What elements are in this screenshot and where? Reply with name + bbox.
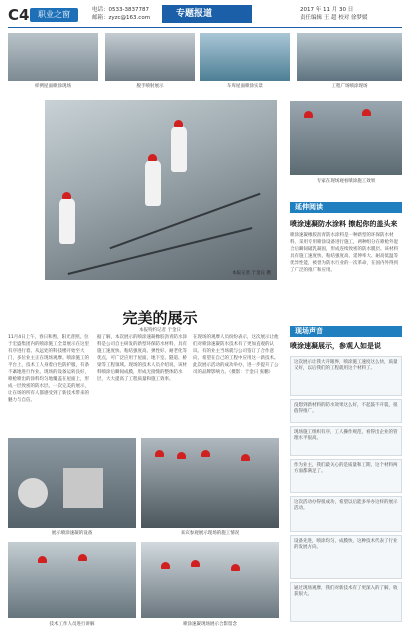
- article-column-2: 据了解，本次展示的喷涂速凝橡胶沥青防水涂料是公司自主研发的新型环保防水材料，具有施工速度快、粘结强度高、弹性好、耐老化等优点，可广泛应用于屋面、地下室、隧道、桥梁等工程领域。现场的技术人员介绍说，该材料喷涂后瞬间成膜，形成无接缝的整体防水层，大大提高了工程质量和施工效率。: [97, 335, 187, 382]
- quote-box: 作为业主，我们最关心的是质量和工期，这个材料两方面都满足了。: [290, 459, 402, 493]
- photo-caption: 脱手喷射展示: [136, 84, 164, 89]
- helmet: [62, 192, 71, 199]
- worker-figure: [145, 160, 161, 206]
- hose: [68, 227, 253, 275]
- quote-box: 没想到新材料的防水效果这么好，不起鼓不开裂，很值得推广。: [290, 399, 402, 423]
- photo-caption: 工程广场喷涂现场: [331, 84, 368, 89]
- photo-bottom-1: [8, 438, 136, 528]
- helmet: [177, 452, 186, 459]
- voice-section-title: 现场声音: [295, 327, 323, 335]
- photo-bottom-4: [141, 542, 279, 618]
- article-column-3: 在现场的观摩人员纷纷表示，这次展示让他们对喷涂速凝防水技术有了更加直观的认识。有的业主当场就与公司签订了合作意向，希望在自己的工程中应用这一新技术。此次展示活动的成功举办，进一步提升了公司的品牌影响力。（摄影：于金日 张鹏）: [193, 335, 279, 375]
- hose: [109, 193, 260, 250]
- photo-credit: 本报记者 于金日 摄: [232, 271, 271, 276]
- quote-box: 通过现场观摩，我们对新技术有了更深入的了解，收获很大。: [290, 582, 402, 622]
- contact-info: [92, 6, 150, 22]
- quote-box: 设备先进，喷涂均匀，成膜快，这种技术代表了行业的发展方向。: [290, 535, 402, 579]
- helmet: [155, 450, 164, 457]
- photo-top-3: [200, 33, 290, 81]
- photo-caption: 展示喷涂速凝的设备: [51, 531, 93, 536]
- helmet: [174, 120, 183, 127]
- photo-caption: 样例屋面喷涂现场: [35, 84, 71, 89]
- photo-bottom-3: [8, 542, 136, 618]
- photo-top-2: [105, 33, 195, 81]
- equipment: [18, 478, 48, 508]
- newspaper-logo: [30, 8, 78, 22]
- helmet: [201, 450, 210, 457]
- helmet: [148, 154, 157, 161]
- page-number: C4: [8, 6, 30, 24]
- photo-right: [290, 101, 402, 175]
- article-column-1: 11月4日上午，春日和煦，阳光普照。位于宏盛集团内的喷涂施工全景展示在这里有序进行着。从远处的科技楼开始至大门，多位业主正在现场观摩。喷涂施工的平台上，技术工人身着白色防护服，有条不紊地进行作业。现场的设备运转良好，喷枪喷出的涂料均匀地覆盖在屋面上，形成一层致密的防水层。一次完美的展示，让在场的所有人都感受到了新技术带来的魅力与自信。: [8, 335, 89, 403]
- helmet: [191, 560, 200, 567]
- extend-body: 喷涂速凝橡胶沥青防水涂料是一种新型的环保防水材料，采用专用喷涂设备进行施工，两种组分在喷枪外混合后瞬间破乳凝固，形成连续致密的防水膜层。该材料具有施工速度快、粘结强度高、延伸率大、耐高低温等优异性能，被誉为防水行业的一次革命，在国内外得到了广泛的推广和应用。: [290, 233, 398, 273]
- extend-section-title: 延伸阅读: [295, 203, 323, 211]
- quote-box: 这次展示让我大开眼界，喷涂施工速度这么快，质量又好，以后我们的工程就用这个材料了。: [290, 356, 402, 396]
- logo-text: 职业之窗: [38, 10, 70, 19]
- date-text: 2017 年 11 月 30 日: [300, 7, 354, 13]
- helmet: [304, 111, 313, 118]
- worker-figure: [59, 198, 75, 244]
- photo-caption: 来宾参观展示现场的施工情况: [180, 531, 240, 536]
- extend-headline: 喷涂速凝防水涂料 擦起你的盖头来: [290, 220, 398, 228]
- quote-box: 这次活动办得很成功，希望以后能多举办这样的展示活动。: [290, 496, 402, 532]
- photo-bottom-2: [141, 438, 279, 528]
- helmet: [241, 454, 250, 461]
- photo-caption: 车库屋面喷涂实景: [227, 84, 263, 89]
- quote-box: 现场施工组织有序，工人操作规范，看得出企业的管理水平很高。: [290, 426, 402, 456]
- header-rule: [8, 27, 402, 28]
- photo-caption: 喷涂速凝现场展示合影留念: [183, 622, 237, 627]
- article-byline: 本报特约记者 于金日: [139, 328, 181, 333]
- worker-figure: [171, 126, 187, 172]
- photo-top-1: [8, 33, 98, 81]
- helmet: [362, 109, 371, 116]
- equipment: [63, 468, 103, 508]
- date-info: [300, 6, 368, 22]
- email-text: 邮箱：zyzc@163.com: [92, 15, 151, 21]
- extend-section-head: [290, 202, 402, 213]
- photo-top-4: [297, 33, 402, 81]
- helmet: [231, 564, 240, 571]
- helmet: [78, 554, 87, 561]
- voice-section-head: [290, 326, 402, 337]
- helmet: [161, 562, 170, 569]
- phone-text: 电话：0533-3837787: [92, 7, 149, 13]
- article-title: 完美的展示: [122, 309, 198, 327]
- section-title: 专题报道: [176, 9, 213, 19]
- helmet: [38, 556, 47, 563]
- photo-caption: 专家在现场观看喷涂施工效果: [316, 179, 376, 184]
- photo-caption: 技术工作人员进行讲解: [49, 622, 95, 627]
- editors-text: 责任编辑 王 超 校对 徐梦媛: [300, 15, 368, 21]
- section-banner: [162, 5, 252, 23]
- main-photo: [45, 100, 277, 280]
- voice-headline: 喷涂速凝展示，参观人如是说: [290, 342, 381, 350]
